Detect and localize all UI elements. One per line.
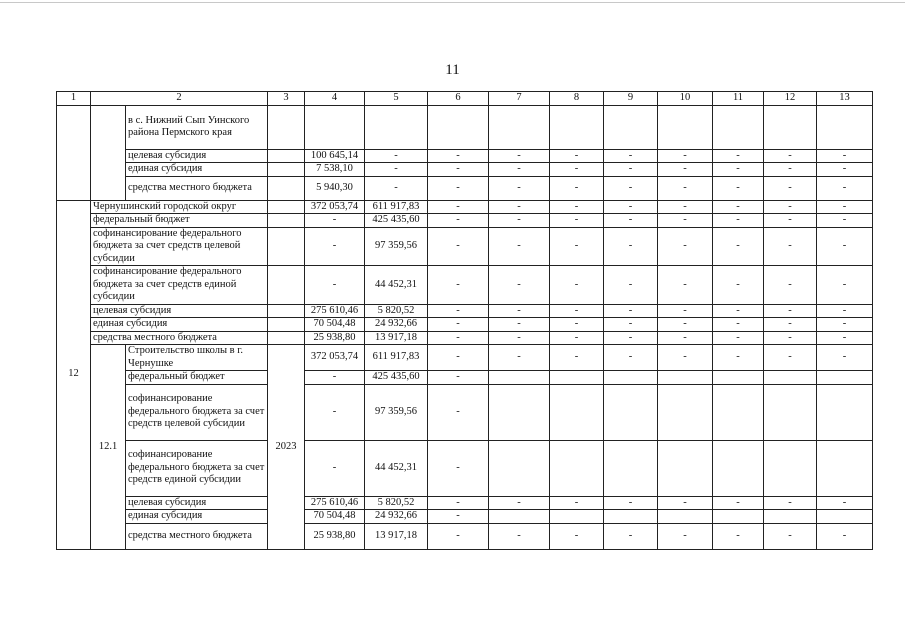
table-row: [57, 384, 873, 440]
value-cell: -: [817, 200, 873, 214]
value-cell: [658, 440, 713, 496]
value-cell: -: [713, 345, 764, 371]
year-cell: [268, 105, 305, 149]
value-cell: [604, 510, 658, 524]
value-cell: -: [817, 318, 873, 332]
column-header: 7: [489, 92, 550, 106]
value-cell: [713, 510, 764, 524]
year-cell: [268, 176, 305, 200]
header-row: [57, 92, 873, 106]
value-cell: -: [817, 176, 873, 200]
value-cell: -: [764, 345, 817, 371]
year-cell: [268, 200, 305, 214]
value-cell: -: [713, 214, 764, 228]
value-cell: -: [817, 266, 873, 305]
value-cell: 611 917,83: [365, 345, 428, 371]
table-row: [57, 496, 873, 510]
value-cell: -: [604, 200, 658, 214]
value-cell: -: [489, 200, 550, 214]
value-cell: [764, 371, 817, 385]
value-cell: -: [658, 214, 713, 228]
value-cell: 25 938,80: [305, 331, 365, 345]
value-cell: -: [658, 318, 713, 332]
value-cell: -: [713, 496, 764, 510]
value-cell: -: [550, 304, 604, 318]
value-cell: -: [489, 345, 550, 371]
value-cell: -: [428, 227, 489, 266]
subitem-number-cell: 12.1: [91, 345, 126, 550]
value-cell: [817, 105, 873, 149]
value-cell: 372 053,74: [305, 200, 365, 214]
value-cell: -: [428, 163, 489, 177]
value-cell: -: [489, 331, 550, 345]
value-cell: -: [365, 149, 428, 163]
row-label: единая субсидия: [126, 510, 268, 524]
value-cell: [817, 384, 873, 440]
year-cell: [268, 149, 305, 163]
table-row: [57, 318, 873, 332]
value-cell: -: [489, 318, 550, 332]
table-row: [57, 510, 873, 524]
table-row: [57, 163, 873, 177]
value-cell: 425 435,60: [365, 214, 428, 228]
value-cell: -: [365, 176, 428, 200]
table-row: [57, 176, 873, 200]
value-cell: -: [764, 163, 817, 177]
value-cell: [550, 384, 604, 440]
year-cell: [268, 266, 305, 305]
year-cell: [268, 318, 305, 332]
value-cell: [489, 440, 550, 496]
value-cell: -: [428, 345, 489, 371]
value-cell: 25 938,80: [305, 523, 365, 549]
year-cell: [268, 214, 305, 228]
value-cell: -: [604, 496, 658, 510]
value-cell: [489, 105, 550, 149]
value-cell: -: [305, 384, 365, 440]
value-cell: 13 917,18: [365, 331, 428, 345]
value-cell: 372 053,74: [305, 345, 365, 371]
value-cell: 24 932,66: [365, 510, 428, 524]
value-cell: -: [305, 371, 365, 385]
value-cell: [713, 384, 764, 440]
value-cell: [604, 105, 658, 149]
value-cell: -: [489, 304, 550, 318]
value-cell: 70 504,48: [305, 510, 365, 524]
value-cell: 44 452,31: [365, 266, 428, 305]
value-cell: -: [604, 163, 658, 177]
value-cell: -: [764, 200, 817, 214]
value-cell: -: [550, 163, 604, 177]
value-cell: -: [713, 163, 764, 177]
value-cell: -: [764, 176, 817, 200]
value-cell: [428, 105, 489, 149]
value-cell: -: [604, 318, 658, 332]
value-cell: 5 820,52: [365, 304, 428, 318]
value-cell: -: [713, 149, 764, 163]
scan-top-line: [0, 2, 905, 3]
table-row: [57, 331, 873, 345]
row-label: средства местного бюджета: [126, 523, 268, 549]
value-cell: -: [550, 318, 604, 332]
value-cell: -: [550, 331, 604, 345]
value-cell: [604, 384, 658, 440]
value-cell: -: [604, 331, 658, 345]
value-cell: -: [817, 227, 873, 266]
value-cell: -: [489, 214, 550, 228]
value-cell: -: [604, 345, 658, 371]
value-cell: -: [550, 200, 604, 214]
value-cell: -: [713, 176, 764, 200]
value-cell: -: [817, 496, 873, 510]
table-row: [57, 523, 873, 549]
value-cell: -: [550, 345, 604, 371]
value-cell: -: [604, 149, 658, 163]
row-label: федеральный бюджет: [91, 214, 268, 228]
row-label: целевая субсидия: [126, 496, 268, 510]
column-header: 6: [428, 92, 489, 106]
value-cell: -: [428, 266, 489, 305]
row-label: единая субсидия: [126, 163, 268, 177]
column-header: 1: [57, 92, 91, 106]
value-cell: -: [713, 266, 764, 305]
value-cell: 24 932,66: [365, 318, 428, 332]
value-cell: -: [658, 523, 713, 549]
value-cell: -: [817, 214, 873, 228]
value-cell: [764, 105, 817, 149]
value-cell: [713, 371, 764, 385]
value-cell: -: [428, 371, 489, 385]
value-cell: -: [764, 331, 817, 345]
value-cell: -: [428, 331, 489, 345]
row-label: средства местного бюджета: [91, 331, 268, 345]
value-cell: [658, 105, 713, 149]
column-header: 5: [365, 92, 428, 106]
value-cell: -: [764, 304, 817, 318]
column-header: 11: [713, 92, 764, 106]
value-cell: -: [489, 176, 550, 200]
value-cell: -: [428, 214, 489, 228]
value-cell: -: [764, 266, 817, 305]
row-label: средства местного бюджета: [126, 176, 268, 200]
budget-table: [56, 91, 873, 550]
value-cell: [713, 440, 764, 496]
value-cell: -: [305, 440, 365, 496]
page-number: 11: [445, 62, 460, 78]
value-cell: -: [550, 266, 604, 305]
value-cell: [489, 371, 550, 385]
table-row: [57, 149, 873, 163]
value-cell: -: [305, 227, 365, 266]
row-label: Строительство школы в г. Чернушке: [126, 345, 268, 371]
item-number-cell: 12: [57, 200, 91, 549]
item-number-cell: [57, 105, 91, 200]
column-header: 9: [604, 92, 658, 106]
value-cell: -: [713, 523, 764, 549]
value-cell: [658, 384, 713, 440]
row-label: софинансирование федерального бюджета за счет средств целевой субсидии: [126, 384, 268, 440]
value-cell: -: [489, 496, 550, 510]
value-cell: -: [658, 496, 713, 510]
table-row: [57, 214, 873, 228]
value-cell: [817, 510, 873, 524]
row-label: в с. Нижний Сып Уинского района Пермского края: [126, 105, 268, 149]
subitem-number-cell: [91, 105, 126, 200]
value-cell: -: [428, 440, 489, 496]
value-cell: -: [489, 523, 550, 549]
value-cell: [817, 440, 873, 496]
value-cell: -: [489, 227, 550, 266]
column-header: 12: [764, 92, 817, 106]
value-cell: 275 610,46: [305, 496, 365, 510]
value-cell: -: [764, 496, 817, 510]
year-cell: [268, 163, 305, 177]
value-cell: [550, 371, 604, 385]
value-cell: -: [428, 523, 489, 549]
value-cell: [365, 105, 428, 149]
value-cell: 611 917,83: [365, 200, 428, 214]
year-cell: 2023: [268, 345, 305, 550]
value-cell: -: [658, 200, 713, 214]
value-cell: 44 452,31: [365, 440, 428, 496]
value-cell: [550, 510, 604, 524]
table-row: [57, 105, 873, 149]
value-cell: -: [428, 384, 489, 440]
year-cell: [268, 227, 305, 266]
value-cell: [604, 371, 658, 385]
value-cell: [764, 510, 817, 524]
value-cell: -: [817, 523, 873, 549]
value-cell: -: [817, 345, 873, 371]
value-cell: -: [658, 176, 713, 200]
value-cell: 100 645,14: [305, 149, 365, 163]
column-header: 2: [91, 92, 268, 106]
value-cell: -: [713, 318, 764, 332]
value-cell: 5 820,52: [365, 496, 428, 510]
value-cell: -: [428, 496, 489, 510]
value-cell: 425 435,60: [365, 371, 428, 385]
value-cell: -: [428, 149, 489, 163]
year-cell: [268, 331, 305, 345]
table-row: [57, 227, 873, 266]
value-cell: -: [658, 227, 713, 266]
value-cell: 97 359,56: [365, 384, 428, 440]
value-cell: [658, 371, 713, 385]
value-cell: 13 917,18: [365, 523, 428, 549]
value-cell: -: [428, 176, 489, 200]
value-cell: 97 359,56: [365, 227, 428, 266]
column-header: 3: [268, 92, 305, 106]
value-cell: -: [713, 331, 764, 345]
value-cell: -: [428, 200, 489, 214]
value-cell: -: [489, 163, 550, 177]
table-row: [57, 440, 873, 496]
year-cell: [268, 304, 305, 318]
value-cell: -: [489, 266, 550, 305]
table-row: [57, 266, 873, 305]
column-header: 4: [305, 92, 365, 106]
value-cell: [658, 510, 713, 524]
value-cell: -: [550, 523, 604, 549]
value-cell: -: [817, 304, 873, 318]
value-cell: -: [713, 227, 764, 266]
value-cell: [489, 510, 550, 524]
column-header: 8: [550, 92, 604, 106]
value-cell: -: [428, 318, 489, 332]
column-header: 10: [658, 92, 713, 106]
value-cell: -: [713, 304, 764, 318]
value-cell: -: [305, 214, 365, 228]
value-cell: 5 940,30: [305, 176, 365, 200]
value-cell: -: [604, 176, 658, 200]
value-cell: [550, 440, 604, 496]
value-cell: -: [550, 149, 604, 163]
value-cell: -: [764, 318, 817, 332]
table-row: [57, 371, 873, 385]
value-cell: [305, 105, 365, 149]
value-cell: -: [658, 266, 713, 305]
row-label: Чернушинский городской округ: [91, 200, 268, 214]
row-label: софинансирование федерального бюджета за счет средств единой субсидии: [126, 440, 268, 496]
value-cell: -: [604, 304, 658, 318]
value-cell: -: [764, 214, 817, 228]
value-cell: -: [550, 227, 604, 266]
value-cell: -: [713, 200, 764, 214]
value-cell: -: [550, 496, 604, 510]
table-row: [57, 345, 873, 371]
value-cell: -: [604, 523, 658, 549]
value-cell: -: [658, 304, 713, 318]
value-cell: -: [658, 149, 713, 163]
value-cell: -: [428, 304, 489, 318]
value-cell: [489, 384, 550, 440]
value-cell: -: [817, 331, 873, 345]
value-cell: -: [604, 227, 658, 266]
value-cell: -: [764, 227, 817, 266]
value-cell: [764, 384, 817, 440]
value-cell: -: [604, 266, 658, 305]
value-cell: -: [764, 523, 817, 549]
value-cell: 7 538,10: [305, 163, 365, 177]
row-label: софинансирование федерального бюджета за счет средств единой субсидии: [91, 266, 268, 305]
value-cell: -: [658, 163, 713, 177]
value-cell: [713, 105, 764, 149]
value-cell: -: [550, 176, 604, 200]
value-cell: -: [764, 149, 817, 163]
value-cell: -: [550, 214, 604, 228]
row-label: единая субсидия: [91, 318, 268, 332]
value-cell: -: [658, 331, 713, 345]
value-cell: -: [604, 214, 658, 228]
column-header: 13: [817, 92, 873, 106]
row-label: федеральный бюджет: [126, 371, 268, 385]
value-cell: -: [817, 149, 873, 163]
value-cell: -: [428, 510, 489, 524]
value-cell: [817, 371, 873, 385]
value-cell: -: [658, 345, 713, 371]
value-cell: -: [489, 149, 550, 163]
table-row: [57, 304, 873, 318]
row-label: целевая субсидия: [126, 149, 268, 163]
value-cell: 275 610,46: [305, 304, 365, 318]
value-cell: -: [365, 163, 428, 177]
row-label: целевая субсидия: [91, 304, 268, 318]
value-cell: [550, 105, 604, 149]
table-row: [57, 200, 873, 214]
value-cell: 70 504,48: [305, 318, 365, 332]
value-cell: -: [305, 266, 365, 305]
value-cell: -: [817, 163, 873, 177]
value-cell: [764, 440, 817, 496]
value-cell: [604, 440, 658, 496]
row-label: софинансирование федерального бюджета за счет средств целевой субсидии: [91, 227, 268, 266]
